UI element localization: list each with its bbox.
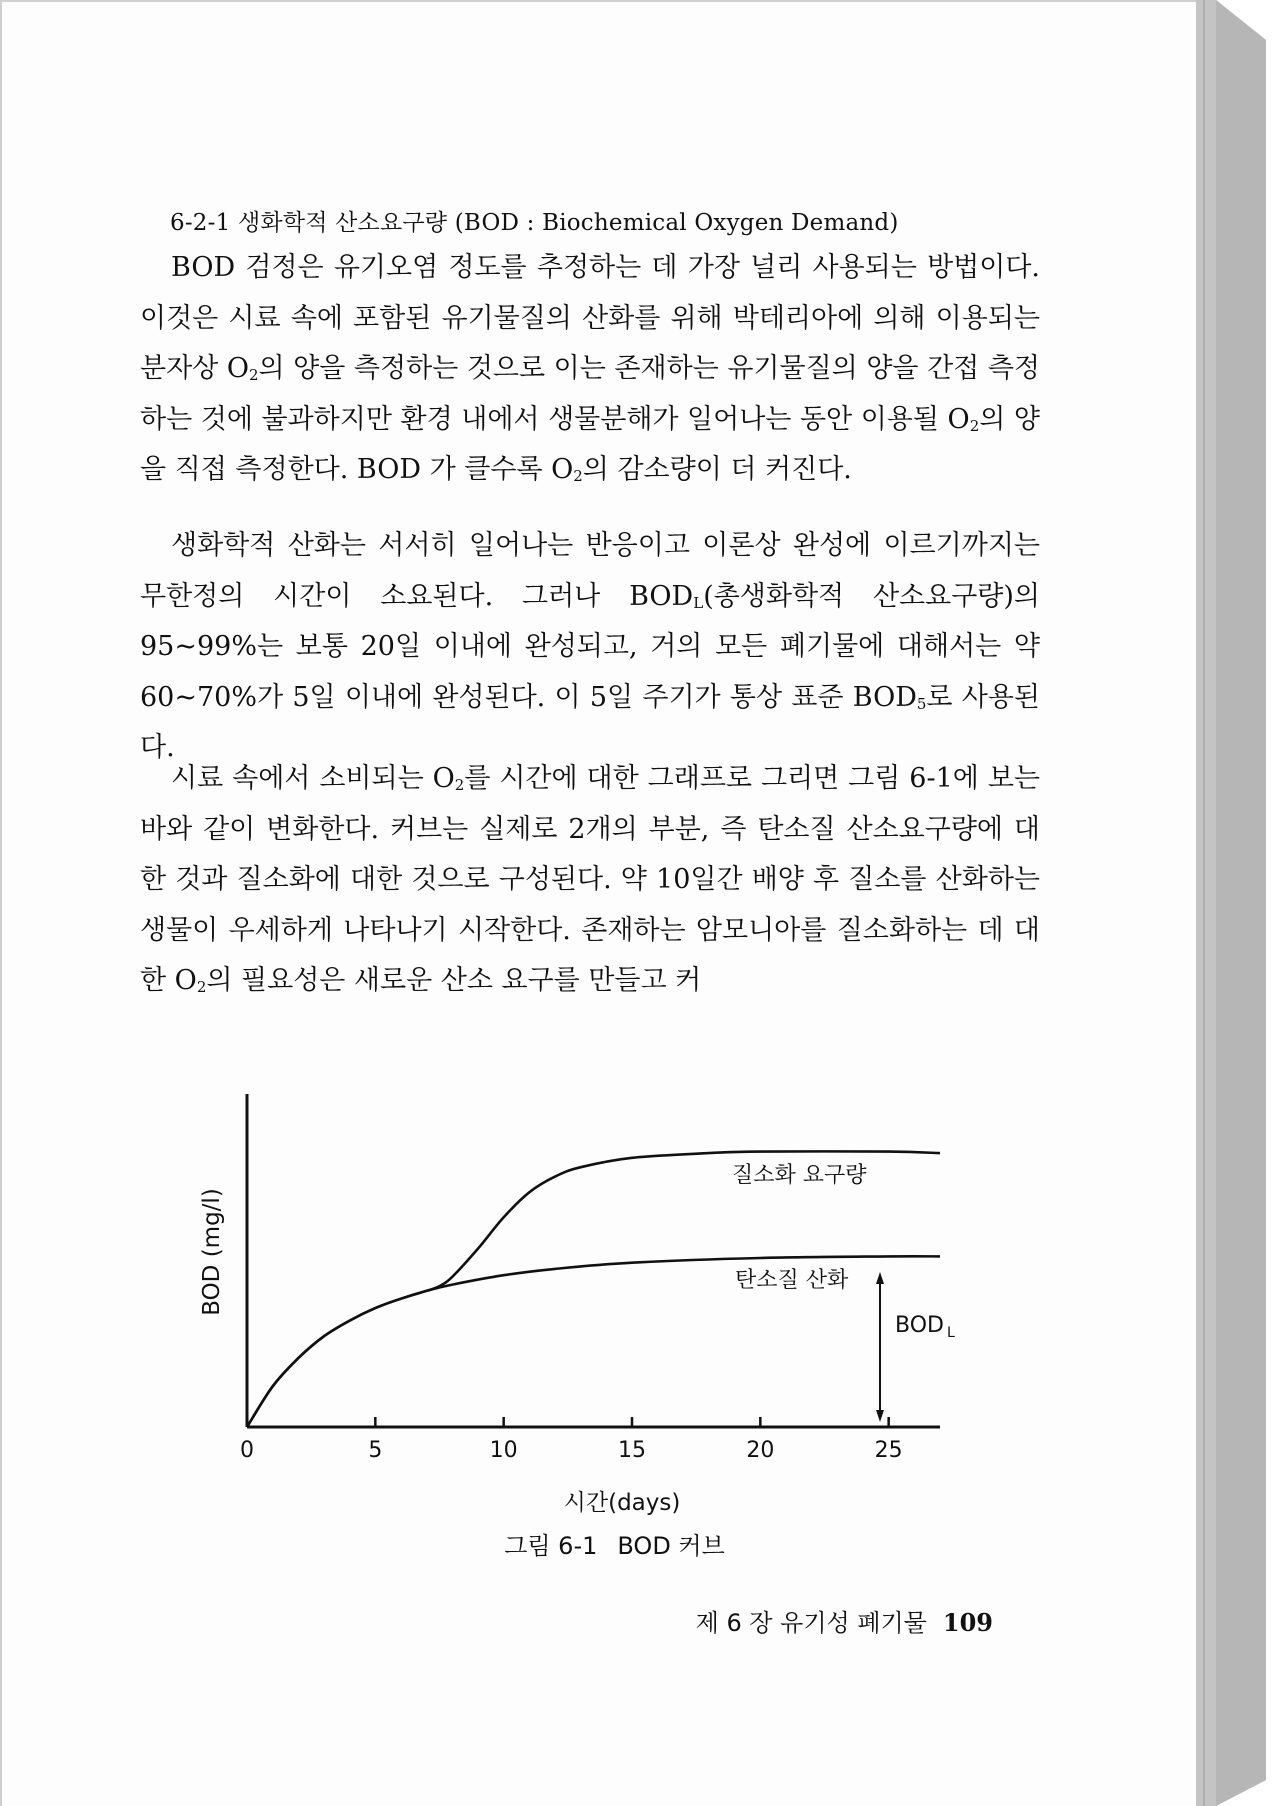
x-tick-label: 0 xyxy=(240,1438,254,1463)
x-tick-label: 5 xyxy=(368,1438,383,1463)
chapter-title: 제 6 장 유기성 폐기물 xyxy=(695,1609,927,1637)
y-axis-title: BOD (mg/l) xyxy=(199,1188,225,1316)
paragraph-text: 로 사용된다. xyxy=(140,681,1040,763)
paragraph-bod-definition xyxy=(140,243,1040,496)
bod-curve-chart xyxy=(2,1082,1207,1542)
paragraph-text: 를 시간에 대한 그래프로 그리면 그림 6-1에 보는 바와 같이 변화한다. 커브는 실제로 2개의 부분, 즉 탄소질 산소요구량에 대한 것과 질소화에 대한 것으로 구성된다. 약 10일간 배양 후 질소를 산화하는 생물이 우세하게 나타나기 시작한다. 존재하는 암모니아를 질소화하는 데 대한 O xyxy=(140,763,1040,996)
book-page-edge xyxy=(1196,0,1273,1806)
paragraph-text: BOD 검정은 유기오염 정도를 추정하는 데 가장 널리 사용되는 방법이다. 이것은 시료 속에 포함된 유기물질의 산화를 위해 박테리아에 의해 이용되는 분자상 O xyxy=(140,252,1040,384)
nitrification-demand-label: 질소화 요구량 xyxy=(732,1163,867,1188)
section-title: 6-2-1 생화학적 산소요구량 (BOD : Biochemical Oxygen Demand) xyxy=(170,210,899,236)
subscript: 5 xyxy=(916,694,927,713)
paragraph-text: 의 양을 직접 측정한다. BOD 가 클수록 O xyxy=(140,403,1040,485)
subscript: 2 xyxy=(248,366,259,384)
paragraph-text: 시료 속에서 소비되는 O xyxy=(171,763,455,794)
paragraph-text: (총생화학적 산소요구량)의 95~99%는 보통 20일 이내에 완성되고, 거의 모든 폐기물에 대해서는 약 60~70%가 5일 이내에 완성된다. 이 5일 주기가 통상 표준 BOD xyxy=(140,580,1040,713)
x-tick-label: 10 xyxy=(489,1438,518,1463)
paragraph-text: 의 필요성은 새로운 산소 요구를 만들고 커 xyxy=(206,965,702,996)
paragraph-text: 의 감소량이 더 커진다. xyxy=(582,454,852,485)
page-footer xyxy=(696,1603,993,1638)
x-tick-label: 15 xyxy=(618,1438,646,1463)
bodl-label: BOD xyxy=(895,1313,944,1338)
subscript: L xyxy=(693,593,704,612)
figure-caption xyxy=(2,1526,1207,1561)
bod-curve-figure xyxy=(2,1082,1207,1542)
paragraph-text: 의 양을 측정하는 것으로 이는 존재하는 유기물질의 양을 간접 측정하는 것에 불과하지만 환경 내에서 생물분해가 일어나는 동안 이용될 O xyxy=(140,353,1040,435)
x-tick-label: 20 xyxy=(746,1438,775,1463)
paragraph-oxidation-time xyxy=(140,521,1040,774)
paragraph-text: 생화학적 산화는 서서히 일어나는 반응이고 이론상 완성에 이르기까지는 무한정의 시간이 소요된다. 그러나 BOD xyxy=(140,530,1040,612)
bodl-arrow-head-up xyxy=(876,1272,884,1284)
figure-caption-text: BOD 커브 xyxy=(617,1532,725,1560)
carbonaceous-oxidation-label: 탄소질 산화 xyxy=(735,1268,849,1293)
subscript: 2 xyxy=(196,978,207,996)
paragraph-bod-curve xyxy=(140,754,1040,1007)
bodl-subscript: L xyxy=(947,1325,955,1341)
x-tick-label: 25 xyxy=(874,1438,903,1463)
subscript: 2 xyxy=(454,776,465,794)
figure-number: 그림 6-1 xyxy=(504,1532,598,1560)
bodl-arrow-head-down xyxy=(876,1410,884,1422)
page-number: 109 xyxy=(942,1608,993,1637)
subscript: 2 xyxy=(573,467,583,485)
subscript: 2 xyxy=(969,416,980,435)
x-axis-title: 시간(days) xyxy=(563,1490,681,1516)
